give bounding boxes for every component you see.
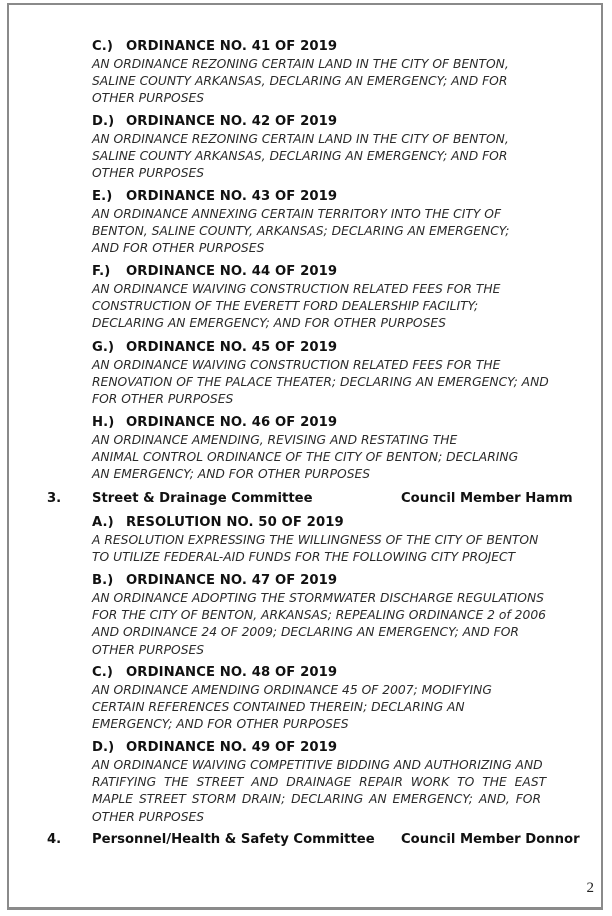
desc-line: AN ORDINANCE AMENDING, REVISING AND RESTATING THE: [92, 433, 458, 447]
item-letter: A.): [92, 515, 114, 530]
desc-line: EMERGENCY; AND FOR OTHER PURPOSES: [92, 717, 349, 732]
desc-line: DECLARING AN EMERGENCY; AND FOR OTHER PURPOSES: [92, 316, 446, 331]
desc-line: TO UTILIZE FEDERAL-AID FUNDS FOR THE FOLLOWING CITY PROJECT: [92, 550, 516, 565]
page-number: 2: [586, 880, 594, 896]
desc-line: SALINE COUNTY ARKANSAS, DECLARING AN EMERGENCY; AND FOR: [92, 149, 508, 164]
item-description: [92, 131, 602, 183]
item-letter: C.): [92, 39, 114, 54]
desc-line: AN ORDINANCE WAIVING COMPETITIVE BIDDING AND AUTHORIZING AND: [92, 758, 543, 772]
item-letter: C.): [92, 665, 114, 680]
item-description: [92, 682, 602, 734]
desc-line: BENTON, SALINE COUNTY, ARKANSAS; DECLARING AN EMERGENCY;: [92, 224, 510, 239]
section-council-member: Council Member Donnor: [401, 832, 580, 847]
item-letter: F.): [92, 264, 111, 279]
desc-line: OTHER PURPOSES: [92, 91, 205, 106]
desc-line: OTHER PURPOSES: [92, 809, 205, 824]
item-title-text: ORDINANCE NO. 47 OF 2019: [126, 573, 338, 588]
item-title: [92, 188, 602, 205]
item-description: [92, 281, 602, 333]
item-title-text: ORDINANCE NO. 46 OF 2019: [126, 415, 338, 430]
desc-line: CERTAIN REFERENCES CONTAINED THEREIN; DECLARING AN: [92, 700, 465, 715]
desc-line: AN ORDINANCE AMENDING ORDINANCE 45 OF 2007; MODIFYING: [92, 683, 492, 697]
item-title-text: ORDINANCE NO. 44 OF 2019: [126, 264, 338, 279]
item-title: [92, 38, 602, 55]
item-title: [92, 263, 602, 280]
item-title: [92, 739, 602, 756]
item-letter: E.): [92, 189, 113, 204]
desc-line: AN EMERGENCY; AND FOR OTHER PURPOSES: [92, 467, 371, 482]
section-name: Street & Drainage Committee: [92, 491, 313, 506]
item-title: [92, 113, 602, 130]
desc-line: AN ORDINANCE REZONING CERTAIN LAND IN THE CITY OF BENTON,: [92, 132, 509, 146]
agenda-item-ordinance-46: [92, 414, 602, 484]
desc-line: AN ORDINANCE WAIVING CONSTRUCTION RELATED FEES FOR THE: [92, 358, 501, 372]
item-title-text: ORDINANCE NO. 43 OF 2019: [126, 189, 338, 204]
desc-line: RATIFYING THE STREET AND DRAINAGE REPAIR WORK TO THE EAST: [92, 775, 547, 790]
desc-line: AN ORDINANCE ANNEXING CERTAIN TERRITORY INTO THE CITY OF: [92, 207, 502, 221]
section-council-member: Council Member Hamm: [401, 491, 573, 506]
desc-line: CONSTRUCTION OF THE EVERETT FORD DEALERSHIP FACILITY;: [92, 299, 479, 314]
item-title: [92, 514, 602, 531]
item-description: [92, 532, 602, 566]
desc-line: FOR OTHER PURPOSES: [92, 392, 234, 407]
item-title-text: ORDINANCE NO. 42 OF 2019: [126, 114, 338, 129]
item-description: [92, 432, 602, 484]
agenda-item-ordinance-45: [92, 339, 602, 409]
desc-line: AN ORDINANCE REZONING CERTAIN LAND IN THE CITY OF BENTON,: [92, 57, 509, 71]
agenda-item-ordinance-49: [92, 739, 602, 826]
desc-line: AN ORDINANCE WAIVING CONSTRUCTION RELATED FEES FOR THE: [92, 282, 501, 296]
item-title: [92, 664, 602, 681]
item-description: [92, 757, 602, 826]
item-title-text: ORDINANCE NO. 45 OF 2019: [126, 340, 338, 355]
item-title: [92, 414, 602, 431]
item-letter: D.): [92, 114, 115, 129]
desc-line: RENOVATION OF THE PALACE THEATER; DECLARING AN EMERGENCY; AND: [92, 375, 549, 390]
item-title-text: ORDINANCE NO. 49 OF 2019: [126, 740, 338, 755]
agenda-item-ordinance-44: [92, 263, 602, 333]
item-description: [92, 56, 602, 108]
item-description: [92, 357, 602, 409]
desc-line: AN ORDINANCE ADOPTING THE STORMWATER DISCHARGE REGULATIONS: [92, 591, 544, 605]
section-name: Personnel/Health & Safety Committee: [92, 832, 375, 847]
item-description: [92, 590, 602, 659]
item-letter: H.): [92, 415, 115, 430]
section-number: 3.: [47, 491, 62, 506]
item-letter: D.): [92, 740, 115, 755]
agenda-item-ordinance-41: [92, 38, 602, 108]
desc-line: OTHER PURPOSES: [92, 166, 205, 181]
item-title-text: ORDINANCE NO. 41 OF 2019: [126, 39, 338, 54]
desc-line: AND ORDINANCE 24 OF 2009; DECLARING AN EMERGENCY; AND FOR: [92, 625, 519, 640]
desc-line: SALINE COUNTY ARKANSAS, DECLARING AN EMERGENCY; AND FOR: [92, 74, 508, 89]
desc-line: MAPLE STREET STORM DRAIN; DECLARING AN EMERGENCY; AND, FOR: [92, 792, 542, 807]
item-title: [92, 339, 602, 356]
desc-line: A RESOLUTION EXPRESSING THE WILLINGNESS OF THE CITY OF BENTON: [92, 533, 539, 547]
agenda-item-ordinance-42: [92, 113, 602, 183]
item-title-text: RESOLUTION NO. 50 OF 2019: [126, 515, 344, 530]
agenda-item-ordinance-43: [92, 188, 602, 258]
item-title: [92, 572, 602, 589]
item-letter: B.): [92, 573, 114, 588]
agenda-item-resolution-50: [92, 514, 602, 566]
section-number: 4.: [47, 832, 62, 847]
item-letter: G.): [92, 340, 115, 355]
agenda-item-ordinance-48: [92, 664, 602, 734]
desc-line: OTHER PURPOSES: [92, 642, 205, 657]
desc-line: ANIMAL CONTROL ORDINANCE OF THE CITY OF BENTON; DECLARING: [92, 450, 519, 465]
item-title-text: ORDINANCE NO. 48 OF 2019: [126, 665, 338, 680]
desc-line: AND FOR OTHER PURPOSES: [92, 241, 265, 256]
agenda-item-ordinance-47: [92, 572, 602, 659]
item-description: [92, 206, 602, 258]
desc-line: FOR THE CITY OF BENTON, ARKANSAS; REPEALING ORDINANCE 2 of 2006: [92, 608, 546, 623]
